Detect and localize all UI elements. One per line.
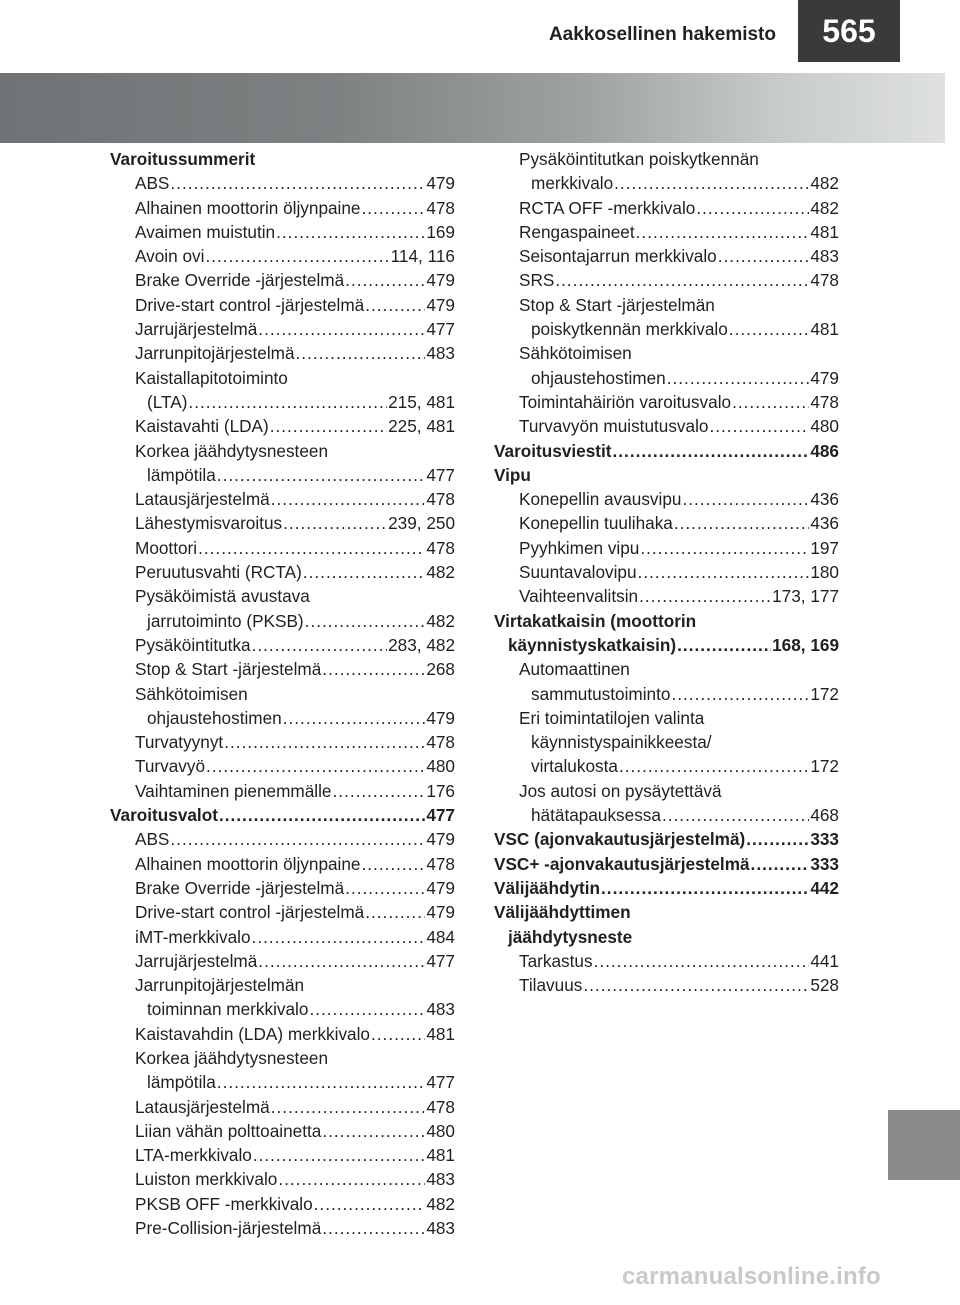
entry-page-ref: 479	[426, 294, 455, 315]
entry-term: Latausjärjestelmä	[135, 1096, 270, 1117]
entry-term: virtalukosta	[531, 756, 618, 777]
dot-leader	[674, 511, 809, 535]
entry-page-ref: 436	[810, 489, 839, 510]
entry-page-ref: 176	[426, 780, 455, 801]
page-number: 565	[798, 0, 900, 62]
entry-page-ref: 479	[810, 367, 839, 388]
index-entry	[110, 293, 455, 317]
entry-term: merkkivalo	[531, 173, 614, 194]
index-entry	[494, 925, 839, 949]
index-entry	[110, 317, 455, 341]
entry-term: Avoin ovi	[135, 246, 205, 267]
page-header	[0, 0, 960, 62]
dot-leader	[322, 1119, 425, 1143]
entry-term: Pyyhkimen vipu	[519, 537, 640, 558]
index-entry	[494, 633, 839, 657]
dot-leader	[333, 779, 426, 803]
dot-leader	[270, 414, 387, 438]
entry-term: poiskytkennän merkkivalo	[531, 319, 728, 340]
index-entry	[110, 366, 455, 390]
entry-page-ref: 477	[426, 464, 455, 485]
index-entry	[110, 268, 455, 292]
entry-term: Kaistallapitotoiminto	[135, 367, 288, 388]
index-entry	[110, 1046, 455, 1070]
entry-page-ref: 477	[426, 805, 455, 826]
entry-term: (LTA)	[147, 391, 188, 412]
dot-leader	[677, 633, 771, 657]
index-entry	[110, 1070, 455, 1094]
entry-page-ref: 197	[810, 537, 839, 558]
index-entry	[110, 147, 455, 171]
index-entry	[110, 754, 455, 778]
entry-page-ref: 172	[810, 683, 839, 704]
index-entry	[494, 682, 839, 706]
entry-term: Peruutusvahti (RCTA)	[135, 562, 302, 583]
entry-page-ref: 528	[810, 975, 839, 996]
entry-page-ref: 478	[810, 391, 839, 412]
entry-term: hätätapauksessa	[531, 805, 661, 826]
entry-page-ref: 478	[426, 537, 455, 558]
index-entry	[110, 560, 455, 584]
entry-page-ref: 482	[426, 610, 455, 631]
entry-page-ref: 436	[810, 513, 839, 534]
entry-page-ref: 333	[810, 853, 839, 874]
index-entry	[494, 171, 839, 195]
entry-page-ref: 478	[426, 853, 455, 874]
entry-page-ref: 172	[810, 756, 839, 777]
index-entry	[110, 390, 455, 414]
dot-leader	[583, 973, 809, 997]
index-entry	[494, 341, 839, 365]
entry-term: lämpötila	[147, 464, 216, 485]
index-entry	[110, 973, 455, 997]
entry-term: Virtakatkaisin (moottorin	[494, 610, 697, 631]
index-entry	[110, 439, 455, 463]
dot-leader	[371, 1022, 425, 1046]
entry-term: jäähdytysneste	[508, 926, 633, 947]
entry-term: Sähkötoimisen	[135, 683, 248, 704]
entry-page-ref: 114, 116	[390, 246, 455, 267]
entry-term: Latausjärjestelmä	[135, 489, 270, 510]
index-entry	[110, 997, 455, 1021]
index-entry	[110, 244, 455, 268]
entry-page-ref: 486	[810, 440, 839, 461]
entry-term: Rengaspaineet	[519, 221, 635, 242]
entry-term: Korkea jäähdytysnesteen	[135, 440, 329, 461]
dot-leader	[345, 268, 425, 292]
entry-term: Automaattinen	[519, 659, 630, 680]
index-entry	[110, 1119, 455, 1143]
entry-page-ref: 283, 482	[388, 634, 455, 655]
entry-page-ref: 482	[426, 562, 455, 583]
dot-leader	[283, 706, 426, 730]
entry-term: VSC+ -ajonvakautusjärjestelmä	[494, 853, 750, 874]
index-entry	[110, 852, 455, 876]
dot-leader	[639, 584, 771, 608]
dot-leader	[362, 196, 426, 220]
index-entry	[110, 803, 455, 827]
entry-term: jarrutoiminto (PKSB)	[147, 610, 304, 631]
entry-term: Korkea jäähdytysnesteen	[135, 1047, 329, 1068]
entry-term: Jarrujärjestelmä	[135, 950, 258, 971]
entry-page-ref: 168, 169	[772, 634, 839, 655]
index-entry	[110, 196, 455, 220]
entry-term: Varoitusviestit	[494, 440, 612, 461]
entry-term: Lähestymisvaroitus	[135, 513, 283, 534]
entry-page-ref: 268	[426, 659, 455, 680]
entry-term: ABS	[135, 829, 170, 850]
entry-term: Tilavuus	[519, 975, 583, 996]
entry-page-ref: 239, 250	[388, 513, 455, 534]
index-entry	[110, 706, 455, 730]
entry-page-ref: 482	[810, 173, 839, 194]
dot-leader	[365, 293, 425, 317]
entry-term: LTA-merkkivalo	[135, 1145, 252, 1166]
entry-page-ref: 215, 481	[388, 391, 455, 412]
entry-page-ref: 477	[426, 319, 455, 340]
entry-page-ref: 479	[426, 902, 455, 923]
index-entry	[494, 268, 839, 292]
index-entry	[110, 414, 455, 438]
index-entry	[110, 779, 455, 803]
index-entry	[110, 171, 455, 195]
entry-term: käynnistyspainikkeesta/	[531, 732, 712, 753]
index-entry	[110, 341, 455, 365]
entry-term: RCTA OFF -merkkivalo	[519, 197, 696, 218]
entry-term: Luiston merkkivalo	[135, 1169, 278, 1190]
entry-term: Brake Override -järjestelmä	[135, 270, 345, 291]
dot-leader	[751, 852, 810, 876]
index-entry	[494, 973, 839, 997]
index-entry	[494, 827, 839, 851]
entry-term: Suuntavalovipu	[519, 562, 637, 583]
index-entry	[494, 560, 839, 584]
entry-term: Konepellin avausvipu	[519, 489, 682, 510]
entry-term: Tarkastus	[519, 950, 593, 971]
entry-term: Vaihtaminen pienemmälle	[135, 780, 332, 801]
entry-page-ref: 481	[426, 1023, 455, 1044]
entry-page-ref: 479	[426, 707, 455, 728]
index-entry	[494, 293, 839, 317]
entry-term: Sähkötoimisen	[519, 343, 632, 364]
entry-page-ref: 441	[810, 950, 839, 971]
index-column-right	[494, 147, 839, 997]
entry-page-ref: 483	[426, 1169, 455, 1190]
index-entry	[494, 463, 839, 487]
index-entry	[110, 1143, 455, 1167]
dot-leader	[746, 827, 809, 851]
dot-leader	[314, 1192, 426, 1216]
dot-leader	[271, 487, 426, 511]
dot-leader	[303, 560, 425, 584]
dot-leader	[224, 730, 425, 754]
entry-term: Alhainen moottorin öljynpaine	[135, 853, 361, 874]
entry-term: Eri toimintatilojen valinta	[519, 707, 705, 728]
index-entry	[110, 584, 455, 608]
index-entry	[494, 220, 839, 244]
entry-page-ref: 442	[810, 877, 839, 898]
entry-term: Turvavyö	[135, 756, 206, 777]
dot-leader	[671, 682, 809, 706]
index-entry	[110, 1095, 455, 1119]
index-entry	[494, 779, 839, 803]
index-column-left	[110, 147, 455, 1240]
index-entry	[494, 244, 839, 268]
index-entry	[494, 949, 839, 973]
index-entry	[110, 633, 455, 657]
dot-leader	[309, 997, 425, 1021]
index-entry	[110, 657, 455, 681]
dot-leader	[276, 220, 425, 244]
index-entry	[494, 487, 839, 511]
entry-page-ref: 478	[810, 270, 839, 291]
entry-page-ref: 483	[426, 1218, 455, 1239]
entry-term: Vaihteenvalitsin	[519, 586, 639, 607]
dot-leader	[362, 852, 426, 876]
index-entry	[110, 949, 455, 973]
entry-page-ref: 483	[426, 343, 455, 364]
entry-page-ref: 479	[426, 829, 455, 850]
entry-term: Vipu	[494, 464, 531, 485]
entry-term: Brake Override -järjestelmä	[135, 877, 345, 898]
index-entry	[110, 609, 455, 633]
entry-term: Jarrunpitojärjestelmän	[135, 975, 305, 996]
dot-leader	[682, 487, 809, 511]
entry-term: Pysäköimistä avustava	[135, 586, 310, 607]
dot-leader	[667, 366, 810, 390]
entry-page-ref: 180	[810, 562, 839, 583]
index-entry	[494, 852, 839, 876]
index-entry	[494, 900, 839, 924]
entry-page-ref: 477	[426, 950, 455, 971]
dot-leader	[188, 390, 387, 414]
entry-page-ref: 479	[426, 270, 455, 291]
dot-leader	[709, 414, 809, 438]
index-entry	[494, 609, 839, 633]
dot-leader	[217, 1070, 426, 1094]
entry-term: toiminnan merkkivalo	[147, 999, 309, 1020]
dot-leader	[283, 511, 387, 535]
entry-term: PKSB OFF -merkkivalo	[135, 1193, 313, 1214]
dot-leader	[170, 171, 425, 195]
thumb-index-tab	[888, 1110, 960, 1180]
index-entry	[110, 1022, 455, 1046]
entry-page-ref: 480	[810, 416, 839, 437]
entry-page-ref: 169	[426, 221, 455, 242]
entry-term: Avaimen muistutin	[135, 221, 276, 242]
index-entry	[110, 1167, 455, 1191]
dot-leader	[217, 463, 426, 487]
dot-leader	[206, 754, 425, 778]
entry-term: Stop & Start -järjestelmän	[519, 294, 715, 315]
entry-term: Jarrujärjestelmä	[135, 319, 258, 340]
dot-leader	[170, 827, 425, 851]
index-entry	[110, 1216, 455, 1240]
entry-page-ref: 468	[810, 805, 839, 826]
entry-page-ref: 481	[426, 1145, 455, 1166]
entry-term: Jos autosi on pysäytettävä	[519, 780, 722, 801]
index-entry	[110, 827, 455, 851]
dot-leader	[594, 949, 810, 973]
entry-page-ref: 478	[426, 197, 455, 218]
index-entry	[494, 706, 839, 730]
index-entry	[494, 803, 839, 827]
entry-page-ref: 481	[810, 221, 839, 242]
entry-term: Kaistavahdin (LDA) merkkivalo	[135, 1023, 370, 1044]
dot-leader	[636, 220, 810, 244]
index-entry	[110, 682, 455, 706]
entry-page-ref: 483	[426, 999, 455, 1020]
entry-term: iMT-merkkivalo	[135, 926, 251, 947]
entry-term: Toimintahäiriön varoitusvalo	[519, 391, 732, 412]
entry-page-ref: 481	[810, 319, 839, 340]
dot-leader	[729, 317, 810, 341]
dot-leader	[662, 803, 809, 827]
dot-leader	[198, 536, 425, 560]
entry-term: Pre-Collision-järjestelmä	[135, 1218, 322, 1239]
entry-term: SRS	[519, 270, 555, 291]
entry-term: ABS	[135, 173, 170, 194]
entry-term: Drive-start control -järjestelmä	[135, 902, 365, 923]
dot-leader	[322, 1216, 425, 1240]
dot-leader	[278, 1167, 425, 1191]
entry-term: Pysäköintitutka	[135, 634, 251, 655]
index-entry	[494, 366, 839, 390]
entry-term: Pysäköintitutkan poiskytkennän	[519, 149, 759, 169]
dot-leader	[252, 925, 426, 949]
entry-page-ref: 225, 481	[388, 416, 455, 437]
entry-term: Drive-start control -järjestelmä	[135, 294, 365, 315]
entry-term: VSC (ajonvakautusjärjestelmä)	[494, 829, 746, 850]
entry-page-ref: 478	[426, 732, 455, 753]
dot-leader	[296, 341, 426, 365]
entry-term: ohjaustehostimen	[531, 367, 666, 388]
dot-leader	[640, 536, 809, 560]
index-entry	[494, 147, 839, 171]
entry-term: Jarrunpitojärjestelmä	[135, 343, 295, 364]
entry-term: Liian vähän polttoainetta	[135, 1120, 322, 1141]
dot-leader	[613, 439, 810, 463]
dot-leader	[619, 754, 809, 778]
index-entry	[110, 511, 455, 535]
dot-leader	[365, 900, 425, 924]
dot-leader	[555, 268, 809, 292]
dot-leader	[696, 196, 809, 220]
entry-term: Alhainen moottorin öljynpaine	[135, 197, 361, 218]
index-entry	[494, 584, 839, 608]
entry-page-ref: 333	[810, 829, 839, 850]
entry-term: Varoitussummerit	[110, 149, 256, 169]
entry-term: Välijäähdytin	[494, 877, 601, 898]
entry-term: Seisontajarrun merkkivalo	[519, 246, 717, 267]
dot-leader	[219, 803, 425, 827]
entry-term: sammutustoiminto	[531, 683, 671, 704]
entry-page-ref: 482	[426, 1193, 455, 1214]
index-entry	[494, 876, 839, 900]
index-entry	[110, 730, 455, 754]
dot-leader	[305, 609, 426, 633]
index-entry	[494, 730, 839, 754]
entry-term: käynnistyskatkaisin)	[508, 634, 677, 655]
entry-term: Stop & Start -järjestelmä	[135, 659, 322, 680]
dot-leader	[258, 317, 425, 341]
entry-term: Moottori	[135, 537, 198, 558]
entry-term: lämpötila	[147, 1072, 216, 1093]
entry-term: Turvatyynyt	[135, 732, 224, 753]
dot-leader	[271, 1095, 426, 1119]
entry-page-ref: 479	[426, 173, 455, 194]
entry-page-ref: 477	[426, 1072, 455, 1093]
index-entry	[110, 487, 455, 511]
dot-leader	[614, 171, 809, 195]
index-entry	[110, 900, 455, 924]
entry-page-ref: 482	[810, 197, 839, 218]
index-entry	[494, 754, 839, 778]
dot-leader	[252, 633, 387, 657]
entry-term: ohjaustehostimen	[147, 707, 282, 728]
entry-page-ref: 479	[426, 877, 455, 898]
watermark: carmanualsonline.info	[622, 1263, 881, 1290]
decorative-banner	[0, 73, 945, 143]
entry-page-ref: 484	[426, 926, 455, 947]
index-entry	[494, 317, 839, 341]
index-entry	[110, 1192, 455, 1216]
entry-term: Turvavyön muistutusvalo	[519, 416, 709, 437]
entry-page-ref: 478	[426, 489, 455, 510]
dot-leader	[258, 949, 425, 973]
entry-page-ref: 480	[426, 1120, 455, 1141]
index-entry	[494, 196, 839, 220]
dot-leader	[718, 244, 810, 268]
index-entry	[494, 390, 839, 414]
entry-page-ref: 173, 177	[772, 586, 839, 607]
index-entry	[110, 925, 455, 949]
dot-leader	[253, 1143, 425, 1167]
index-entry	[494, 439, 839, 463]
index-entry	[494, 511, 839, 535]
index-entry	[110, 536, 455, 560]
entry-term: Varoitusvalot	[110, 805, 218, 826]
index-entry	[110, 220, 455, 244]
dot-leader	[322, 657, 425, 681]
entry-term: Kaistavahti (LDA)	[135, 416, 269, 437]
dot-leader	[732, 390, 809, 414]
dot-leader	[601, 876, 809, 900]
dot-leader	[205, 244, 389, 268]
index-entry	[494, 657, 839, 681]
index-entry	[110, 463, 455, 487]
entry-page-ref: 478	[426, 1096, 455, 1117]
dot-leader	[345, 876, 425, 900]
entry-term: Välijäähdyttimen	[494, 902, 631, 923]
index-entry	[110, 876, 455, 900]
index-entry	[494, 414, 839, 438]
index-entry	[494, 536, 839, 560]
entry-term: Konepellin tuulihaka	[519, 513, 673, 534]
entry-page-ref: 480	[426, 756, 455, 777]
section-title: Aakkosellinen hakemisto	[548, 24, 776, 45]
entry-page-ref: 483	[810, 246, 839, 267]
dot-leader	[638, 560, 810, 584]
